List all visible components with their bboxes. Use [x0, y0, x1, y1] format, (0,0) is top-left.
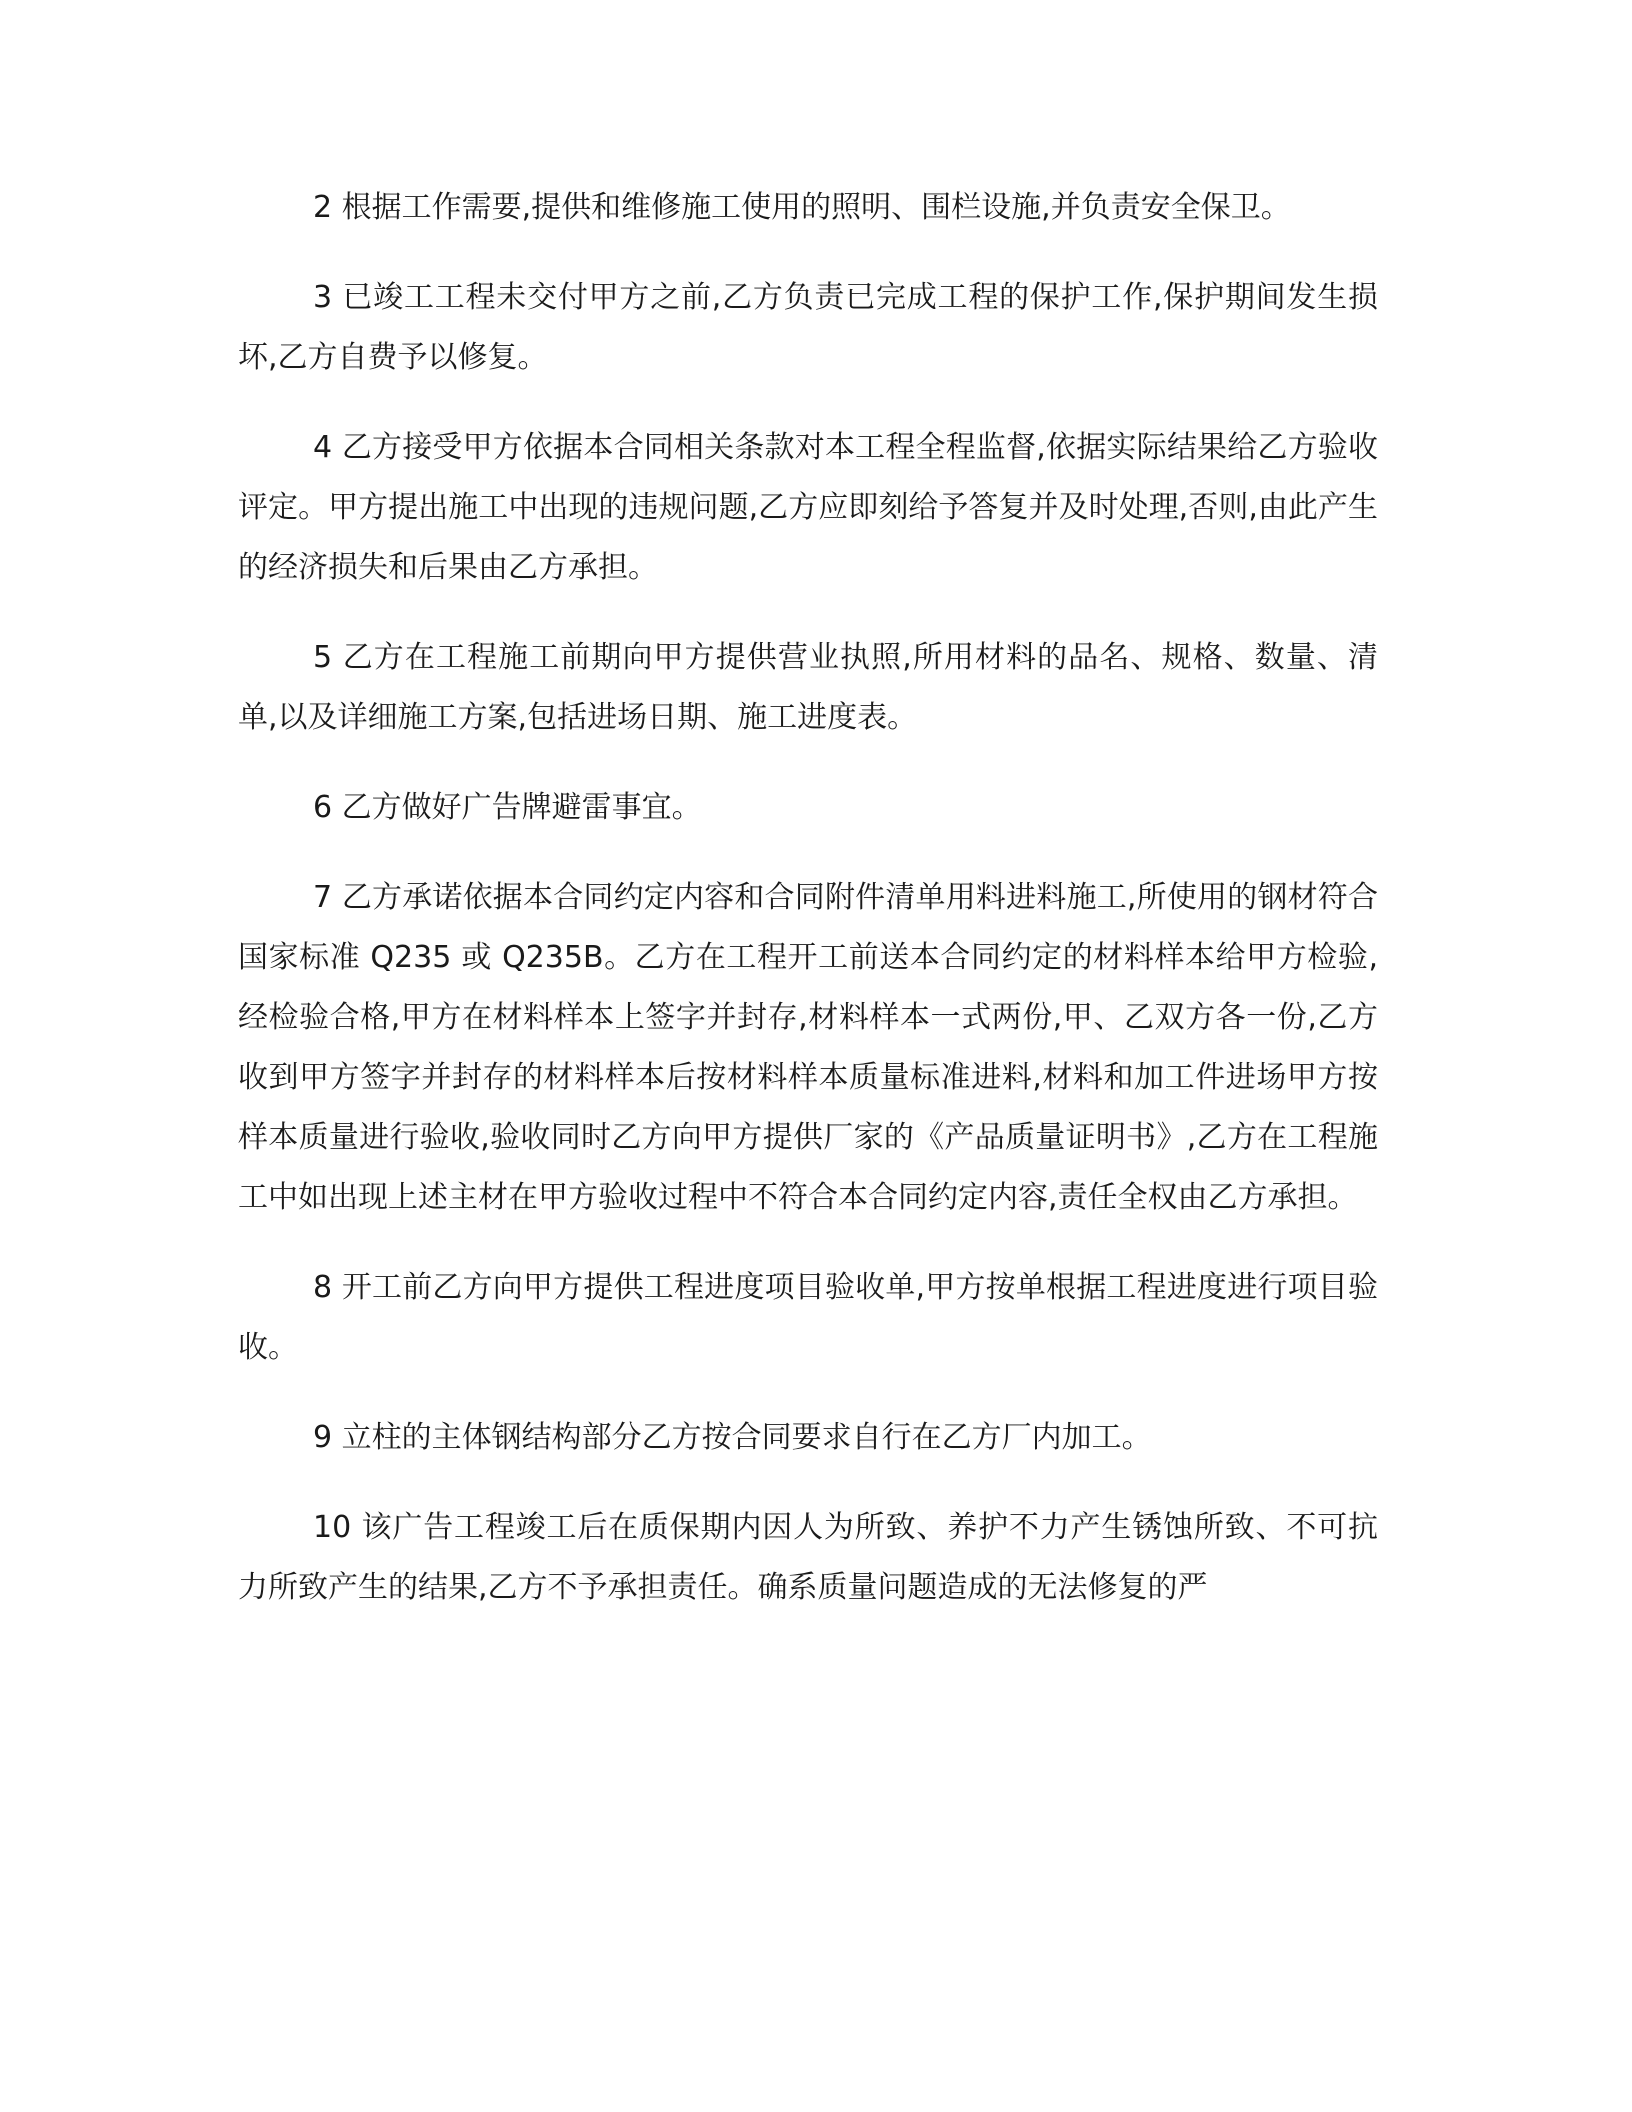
document-body	[238, 178, 1378, 1648]
paragraph-4: 4 乙方接受甲方依据本合同相关条款对本工程全程监督,依据实际结果给乙方验收评定。甲方提出施工中出现的违规问题,乙方应即刻给予答复并及时处理,否则,由此产生的经济损失和后果由乙方承担。	[238, 430, 1378, 585]
paragraph-6: 6 乙方做好广告牌避雷事宜。	[313, 790, 702, 825]
paragraph-5: 5 乙方在工程施工前期向甲方提供营业执照,所用材料的品名、规格、数量、清单,以及详细施工方案,包括进场日期、施工进度表。	[238, 640, 1378, 735]
paragraph-7: 7 乙方承诺依据本合同约定内容和合同附件清单用料进料施工,所使用的钢材符合国家标准 Q235 或 Q235B。乙方在工程开工前送本合同约定的材料样本给甲方检验,经检验合格,甲方在材料样本上签字并封存,材料样本一式两份,甲、乙双方各一份,乙方收到甲方签字并封存的材料样本后按材料样本质量标准进料,材料和加工件进场甲方按样本质量进行验收,验收同时乙方向甲方提供厂家的《产品质量证明书》,乙方在工程施工中如出现上述主材在甲方验收过程中不符合本合同约定内容,责任全权由乙方承担。	[238, 880, 1378, 1215]
paragraph-2: 2 根据工作需要,提供和维修施工使用的照明、围栏设施,并负责安全保卫。	[313, 190, 1291, 225]
paragraph-3: 3 已竣工工程未交付甲方之前,乙方负责已完成工程的保护工作,保护期间发生损坏,乙方自费予以修复。	[238, 280, 1378, 375]
paragraph-10: 10 该广告工程竣工后在质保期内因人为所致、养护不力产生锈蚀所致、不可抗力所致产生的结果,乙方不予承担责任。确系质量问题造成的无法修复的严	[238, 1510, 1378, 1605]
paragraph-8: 8 开工前乙方向甲方提供工程进度项目验收单,甲方按单根据工程进度进行项目验收。	[238, 1270, 1378, 1365]
paragraph-9: 9 立柱的主体钢结构部分乙方按合同要求自行在乙方厂内加工。	[313, 1420, 1152, 1455]
